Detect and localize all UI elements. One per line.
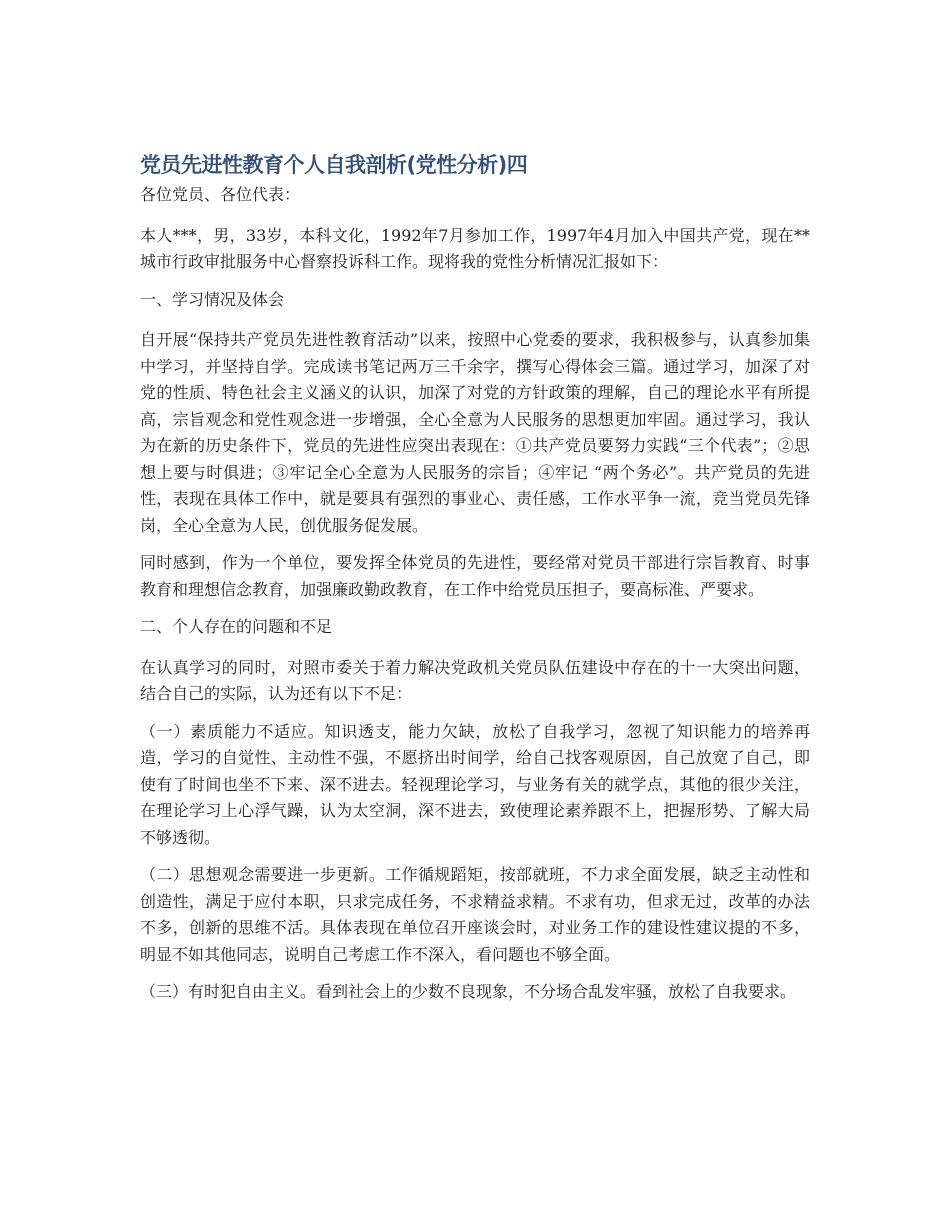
problem-3-paragraph: （三）有时犯自由主义。看到社会上的少数不良现象，不分场合乱发牢骚，放松了自我要求。 — [140, 982, 797, 1001]
problem-1-paragraph: （一）素质能力不适应。知识透支，能力欠缺，放松了自我学习，忽视了知识能力的培养再造，学习的自觉性、主动性不强，不愿挤出时间学，给自己找客观原因，自己放宽了自己，即使有了时间也坐不下来、深不进去。轻视理论学习，与业务有关的就学点，其他的很少关注，在理论学习上心浮气躁，认为太空洞，深不进去，致使理论素养跟不上，把握形势、了解大局不够透彻。 — [140, 721, 810, 847]
problem-2-paragraph: （二）思想观念需要进一步更新。工作循规蹈矩，按部就班，不力求全面发展，缺乏主动性和创造性，满足于应付本职，只求完成任务，不求精益求精。不求有功，但求无过，改革的办法不多，创新的思维不活。具体表现在单位召开座谈会时，对业务工作的建设性建议提的不多，明显不如其他同志，说明自己考虑工作不深入，看问题也不够全面。 — [140, 865, 810, 964]
problems-intro-paragraph: 在认真学习的同时，对照市委关于着力解决党政机关党员队伍建设中存在的十一大突出问题，结合自己的实际，认为还有以下不足： — [140, 657, 810, 703]
study-paragraph: 自开展“保持共产党员先进性教育活动”以来，按照中心党委的要求，我积极参与，认真参加集中学习，并坚持自学。完成读书笔记两万三千余字，撰写心得体会三篇。通过学习，加深了对党的性质、特色社会主义涵义的认识，加深了对党的方针政策的理解，自己的理论水平有所提高，宗旨观念和党性观念进一步增强，全心全意为人民服务的思想更加牢固。通过学习，我认为在新的历史条件下，党员的先进性应突出表现在：①共产党员要努力实践“三个代表”；②思想上要与时俱进；③牢记全心全意为人民服务的宗旨；④牢记 “两个务必”。共产党员的先进性，表现在具体工作中，就是要具有强烈的事业心、责任感，工作水平争一流，竞当党员先锋岗，全心全意为人民，创优服务促发展。 — [140, 330, 810, 535]
document-title: 党员先进性教育个人自我剖析(党性分析)四 — [140, 153, 528, 177]
intro-paragraph: 本人***，男，33岁，本科文化，1992年7月参加工作，1997年4月加入中国共产党，现在**城市行政审批服务中心督察投诉科工作。现将我的党性分析情况汇报如下： — [140, 225, 810, 271]
section-heading-problems: 二、个人存在的问题和不足 — [140, 617, 333, 636]
feeling-paragraph: 同时感到，作为一个单位，要发挥全体党员的先进性，要经常对党员干部进行宗旨教育、时事教育和理想信念教育，加强廉政勤政教育，在工作中给党员压担子，要高标准、严要求。 — [140, 553, 810, 599]
document-page — [140, 150, 810, 1017]
section-heading-study: 一、学习情况及体会 — [140, 289, 285, 309]
salutation: 各位党员、各位代表： — [140, 185, 301, 204]
